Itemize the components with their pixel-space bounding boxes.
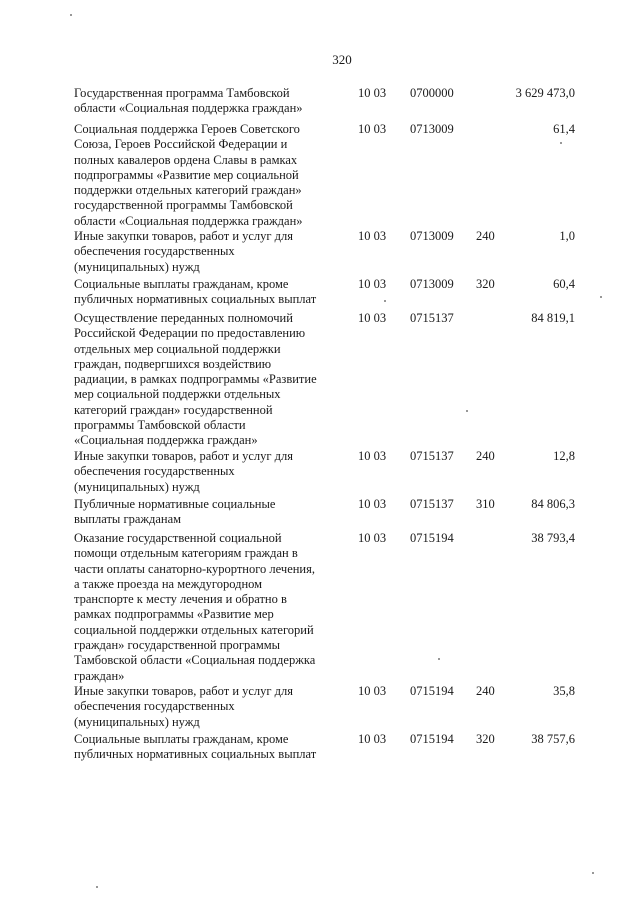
row-description	[74, 229, 354, 275]
section-code: 10 03	[358, 122, 387, 136]
scan-speck	[600, 296, 602, 298]
target-article-code: 0715194	[410, 531, 454, 545]
amount: 38 793,4	[531, 531, 575, 545]
amount: 84 819,1	[531, 311, 575, 325]
target-article-code: 0715137	[410, 449, 454, 463]
section-code: 10 03	[358, 311, 387, 325]
section-code: 10 03	[358, 732, 387, 746]
description-line: отдельных мер социальной поддержки	[74, 341, 281, 356]
description-line: граждан, подвергшихся воздействию	[74, 356, 272, 371]
description-line: публичных нормативных социальных выплат	[74, 747, 317, 762]
target-article-code: 0700000	[410, 86, 454, 100]
scan-speck	[438, 658, 440, 660]
description-line: Иные закупки товаров, работ и услуг для	[74, 229, 294, 243]
description-line: «Социальная поддержка граждан»	[74, 433, 258, 448]
row-description	[74, 531, 354, 684]
scan-speck	[560, 142, 562, 144]
description-line: области «Социальная поддержка граждан»	[74, 213, 303, 228]
expense-type-code: 310	[476, 497, 495, 511]
description-line: помощи отдельным категориям граждан в	[74, 546, 298, 561]
target-article-code: 0713009	[410, 122, 454, 136]
description-line: полных кавалеров ордена Славы в рамках	[74, 152, 298, 167]
description-line: обеспечения государственных	[74, 464, 235, 479]
expense-type-code: 240	[476, 684, 495, 698]
amount: 84 806,3	[531, 497, 575, 511]
row-description	[74, 684, 354, 730]
description-line: граждан»	[74, 668, 125, 683]
target-article-code: 0715194	[410, 732, 454, 746]
description-line: обеспечения государственных	[74, 244, 235, 259]
section-code: 10 03	[358, 497, 387, 511]
section-code: 10 03	[358, 531, 387, 545]
expense-type-code: 320	[476, 732, 495, 746]
scan-speck	[96, 886, 98, 888]
description-line: транспорте к месту лечения и обратно в	[74, 592, 287, 607]
scan-speck	[466, 410, 468, 412]
amount: 35,8	[553, 684, 575, 698]
row-description	[74, 732, 354, 763]
amount: 38 757,6	[531, 732, 575, 746]
description-line: рамках подпрограммы «Развитие мер	[74, 607, 274, 622]
section-code: 10 03	[358, 277, 387, 291]
description-line: Тамбовской области «Социальная поддержка	[74, 653, 316, 668]
row-description	[74, 122, 354, 229]
row-description	[74, 497, 354, 528]
section-code: 10 03	[358, 449, 387, 463]
description-line: Государственная программа Тамбовской	[74, 86, 290, 100]
description-line: (муниципальных) нужд	[74, 479, 200, 494]
amount: 3 629 473,0	[515, 86, 575, 100]
description-line: категорий граждан» государственной	[74, 402, 273, 417]
description-line: Социальные выплаты гражданам, кроме	[74, 277, 289, 291]
description-line: а также проезда на междугородном	[74, 576, 263, 591]
description-line: программы Тамбовской области	[74, 418, 246, 433]
expense-type-code: 240	[476, 449, 495, 463]
description-line: выплаты гражданам	[74, 512, 182, 527]
target-article-code: 0715137	[410, 311, 454, 325]
row-description	[74, 277, 354, 308]
description-line: Социальная поддержка Героев Советского	[74, 122, 300, 136]
page-number: 320	[332, 52, 352, 67]
description-line: Социальные выплаты гражданам, кроме	[74, 732, 289, 746]
amount: 1,0	[559, 229, 575, 243]
description-line: (муниципальных) нужд	[74, 714, 200, 729]
target-article-code: 0713009	[410, 277, 454, 291]
description-line: социальной поддержки отдельных категорий	[74, 622, 314, 637]
description-line: Иные закупки товаров, работ и услуг для	[74, 684, 294, 698]
description-line: мер социальной поддержки отдельных	[74, 387, 281, 402]
description-line: граждан» государственной программы	[74, 638, 281, 653]
description-line: обеспечения государственных	[74, 699, 235, 714]
description-line: публичных нормативных социальных выплат	[74, 292, 317, 307]
section-code: 10 03	[358, 86, 387, 100]
section-code: 10 03	[358, 229, 387, 243]
description-line: Союза, Героев Российской Федерации и	[74, 137, 288, 152]
target-article-code: 0715137	[410, 497, 454, 511]
description-line: области «Социальная поддержка граждан»	[74, 101, 303, 116]
amount: 60,4	[553, 277, 575, 291]
amount: 61,4	[553, 122, 575, 136]
scan-speck	[592, 872, 594, 874]
expense-type-code: 320	[476, 277, 495, 291]
row-description	[74, 449, 354, 495]
description-line: поддержки отдельных категорий граждан»	[74, 183, 302, 198]
amount: 12,8	[553, 449, 575, 463]
row-description	[74, 311, 354, 449]
description-line: радиации, в рамках подпрограммы «Развитие	[74, 372, 317, 387]
scan-speck	[70, 14, 72, 16]
description-line: подпрограммы «Развитие мер социальной	[74, 167, 299, 182]
scan-speck	[384, 300, 386, 302]
expense-type-code: 240	[476, 229, 495, 243]
description-line: Осуществление переданных полномочий	[74, 311, 293, 325]
target-article-code: 0713009	[410, 229, 454, 243]
description-line: Публичные нормативные социальные	[74, 497, 276, 511]
description-line: Иные закупки товаров, работ и услуг для	[74, 449, 294, 463]
row-description	[74, 86, 354, 117]
target-article-code: 0715194	[410, 684, 454, 698]
description-line: Российской Федерации по предоставлению	[74, 326, 306, 341]
description-line: (муниципальных) нужд	[74, 259, 200, 274]
section-code: 10 03	[358, 684, 387, 698]
description-line: государственной программы Тамбовской	[74, 198, 293, 213]
description-line: Оказание государственной социальной	[74, 531, 282, 545]
description-line: части оплаты санаторно-курортного лечения,	[74, 561, 315, 576]
